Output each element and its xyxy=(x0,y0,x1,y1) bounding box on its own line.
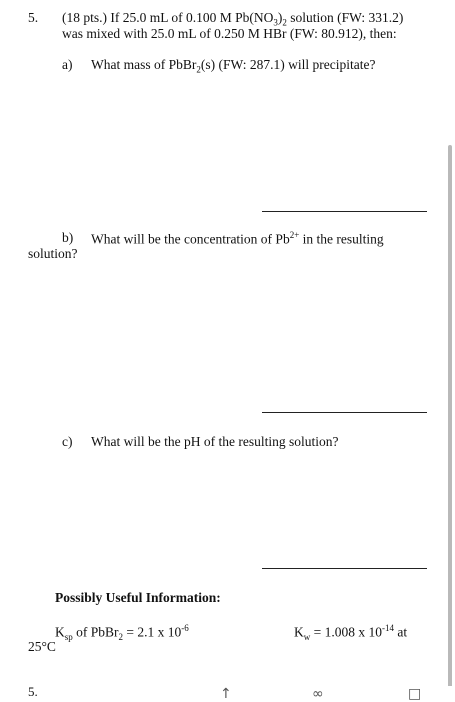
answer-line-a xyxy=(262,211,427,212)
part-b-continuation: solution? xyxy=(28,246,78,261)
up-arrow-icon[interactable]: ↑ xyxy=(220,686,232,702)
part-c-label: c) xyxy=(62,434,73,449)
part-c-text: What will be the pH of the resulting solution? xyxy=(91,434,339,449)
next-question-number: 5. xyxy=(28,684,38,699)
question-number: 5. xyxy=(28,10,39,25)
infinity-icon[interactable]: ∞ xyxy=(312,686,324,702)
part-b-label: b) xyxy=(62,230,74,245)
points-label: (18 pts.) xyxy=(62,10,107,25)
part-b-text: What will be the concentration of $Pb^{2+}$ in the resulting xyxy=(91,230,384,247)
ksp-line: $K_{sp}$ of PbBr$_2$ = 2.1 x $10^{-6}$ xyxy=(55,623,189,643)
info-heading: Possibly Useful Information: xyxy=(55,590,221,605)
part-a-label: a) xyxy=(62,57,73,72)
question-line-2: was mixed with 25.0 mL of 0.250 M HBr (FW: 80.912), then: xyxy=(62,26,397,41)
part-a-text: What mass of PbBr$_2$(s) (FW: 287.1) will precipitate? xyxy=(91,57,376,75)
answer-line-c xyxy=(262,568,427,569)
kw-line: $K_w = 1.008$ x $10^{-14}$ at xyxy=(294,623,408,643)
intro-text-1: If 25.0 mL of 0.100 M $Pb(NO_3)_2$ solution (FW: 331.2) xyxy=(110,10,404,28)
temperature-text: 25°C xyxy=(28,639,56,654)
bottom-bar xyxy=(0,686,455,700)
scrollbar[interactable] xyxy=(448,145,452,700)
square-icon[interactable]: □ xyxy=(408,686,422,702)
answer-line-b xyxy=(262,412,427,413)
